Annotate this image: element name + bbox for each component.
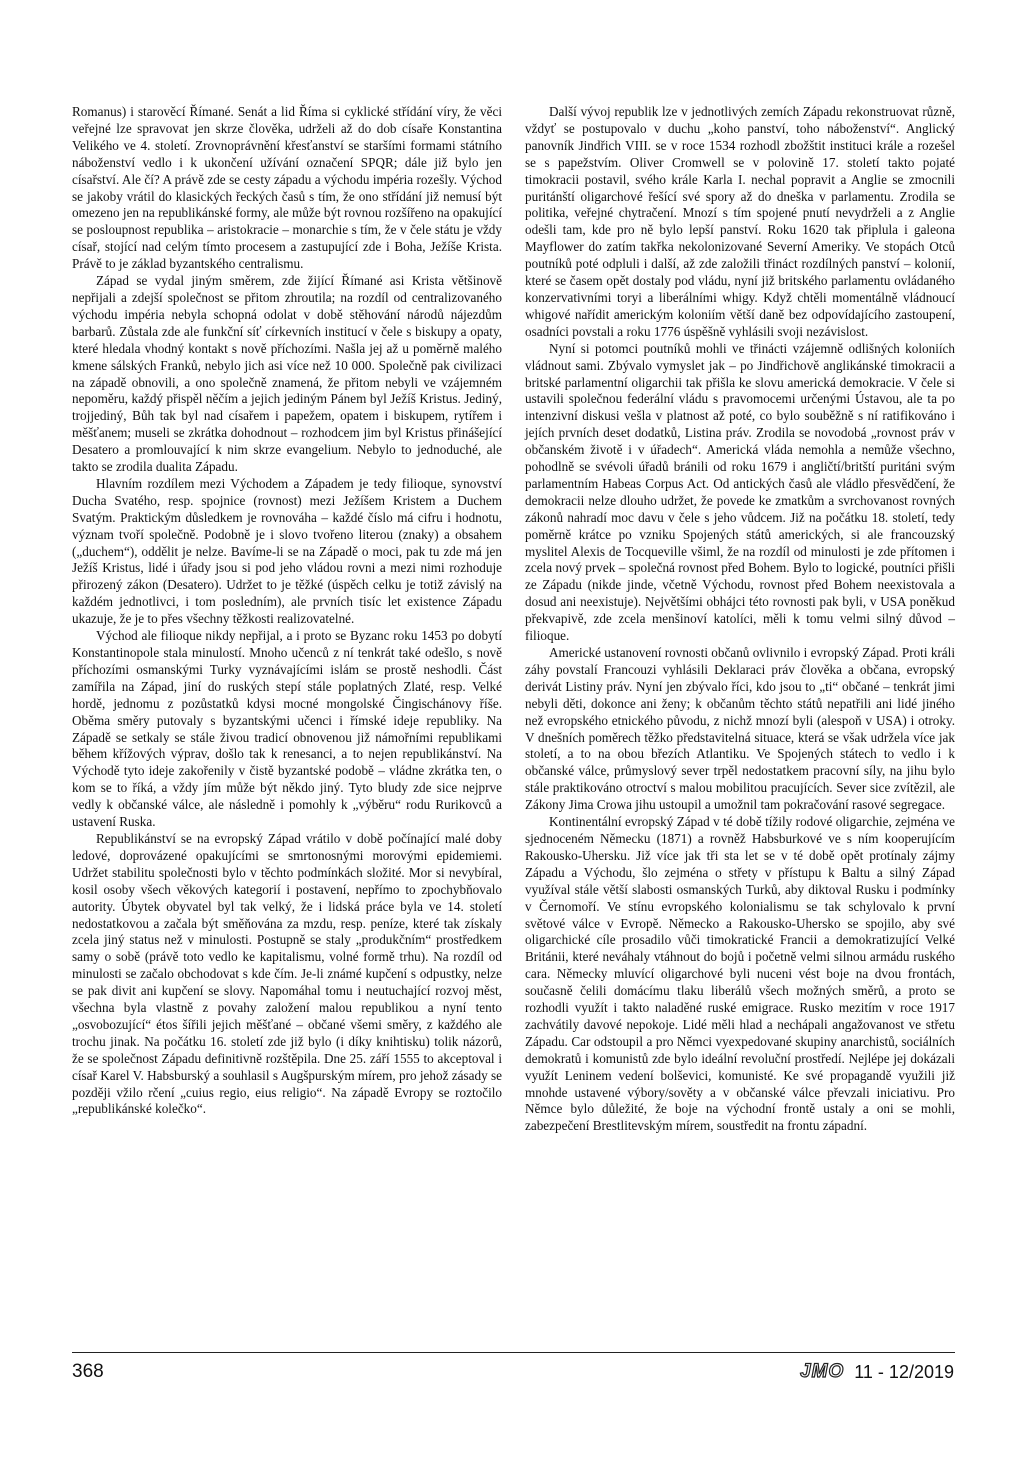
paragraph: Východ ale filioque nikdy nepřijal, a i proto se Byzanc roku 1453 po dobytí Konstantinopole stala minulostí. Mnoho učenců z ní tenkrát také odešlo, s nově příchozími osmanskými Turky vyznávajícími islám se prostě neshodli. Část zamířila na Západ, jiní do ruských stepí stále poplatných Zlaté, resp. Velké hordě, jednomu z pozůstatků kdysi mocné mongolské Čingischánovy říše. Oběma směry putovaly s byzantskými učenci i římské ideje republiky. Na Západě se setkaly se stále živou tradicí obnovenou již námořními republikami během křížových výprav, došlo tak k renesanci, a to nejen republikánství. Na Východě tyto ideje zakořenily v čistě byzantské podobě – vládne zkrátka ten, o kom se to říká, a vždy jím může být někdo jiný. Tyto bludy zde sice nejprve vedly k občanské válce, ale následně i pomohly k „výběru“ rodu Rurikovců a ustavení Ruska. [72, 628, 502, 830]
paragraph: Republikánství se na evropský Západ vrátilo v době počínající malé doby ledové, doprovázené opakujícími se smrtonosnými morovými epidemiemi. Udržet stabilitu společnosti bylo v těchto podmínkách složité. Mor si nevybíral, kosil osoby všech věkových kategorií i postavení, nepřímo to zpochybňovalo autority. Úbytek obyvatel byl tak velký, že i lidská práce byla ve 14. století nedostatkovou a začala být směňována za mzdu, resp. peníze, které tak získaly zcela jiný status než v minulosti. Postupně se staly „produkčním“ prostředkem samy o sobě (právě toto vedlo ke kapitalismu, volné formě trhu). Na rozdíl od minulosti se začalo obchodovat s kde čím. Je-li známé kupčení s odpustky, nelze se pak divit ani kupčení se slovy. Napomáhal tomu i neutuchající rozvoj měst, všechna byla vlastně z povahy založení malou republikou a nyní tento „osvobozující“ étos šířili jejich měšťané – občané všemi směry, z každého ale trochu jinak. Na počátku 16. století zde již bylo (i díky knihtisku) tolik názorů, že se společnost Západu definitivně rozštěpila. Dne 25. září 1555 to akceptoval i císař Karel V. Habsburský a souhlasil s Augšpurským mírem, pro jehož zásady se později vžilo rčení „cuius regio, eius religio“. Na západě Evropy se roztočilo „republikánské kolečko“. [72, 830, 502, 1117]
journal-logo: JMO [800, 1361, 845, 1382]
paragraph: Hlavním rozdílem mezi Východem a Západem je tedy filioque, synovství Ducha Svatého, resp. spojnice (rovnost) mezi Ježíšem Kristem a Duchem Svatým. Praktickým důsledkem je rovnováha – každé číslo má cifru i hodnotu, význam tvoří společně. Podobně je i slovo tvořeno literou (znaky) a obsahem („duchem“), oddělit je nelze. Bavíme-li se na Západě o moci, pak tu zde má jen Ježíš Kristus, lidé i úřady jsou si pod jeho vládou rovni a mezi nimi rozhoduje přirozený zákon (Desatero). Udržet to je těžké (úspěch celku je totiž závislý na každém jednotlivci, i tom posledním), ale prvních tisíc let existence Západu ukazuje, že je to přes všechny těžkosti realizovatelné. [72, 475, 502, 627]
page-number: 368 [72, 1361, 104, 1382]
paragraph: Další vývoj republik lze v jednotlivých zemích Západu rekonstruovat různě, vždyť se postupovalo v duchu „koho panství, toho náboženství“. Anglický panovník Jindřich VIII. se v roce 1534 rozhodl zbožštit instituci krále a rozešel se s papežstvím. Oliver Cromwell se v polovině 17. století takto pojaté timokracii postavil, svého krále Karla I. nechal popravit a Anglie se zmocnili puritánští oligarchové řešící své spory až do dneška v parlamentu. Zrodila se politika, veřejné chytračení. Mnozí s tím spojené pnutí nevydrželi a z Anglie odešli tam, kde pro ně bylo lepší panství. Roku 1620 tak připlula i galeona Mayflower do zatím takřka nekolonizované Severní Ameriky. Ve stopách Otců poutníků poté odpluli i další, až zde založili třináct rozdílných panství – kolonií, které se časem opět dostaly pod vládu, nyní již britského parlamentu ovládaného konzervativními toryi a liberálními whigy. Když chtěli momentálně vládnoucí whigové nařídit americkým koloniím větší daně bez odpovídajícího zastoupení, osadníci povstali a roku 1776 úspěšně vyhlásili svoji nezávislost. [525, 104, 955, 339]
footer-divider [72, 1352, 955, 1353]
paragraph: Americké ustanovení rovnosti občanů ovlivnilo i evropský Západ. Proti králi záhy povstalí Francouzi vyhlásili Deklaraci práv člověka a občana, evropský derivát Listiny práv. Nyní jen zbývalo říci, kdo jsou to „ti“ občané – tenkrát jimi nebyli děti, dokonce ani ženy; k občanům těchto států nepatřili ani lidé jiného než evropského etnického původu, z nichž mnozí byli (alespoň v USA) i otroky. V dnešních poměrech těžko představitelná situace, která se však udržela více jak století, a to na obou březích Atlantiku. Ve Spojených státech to vedlo i k občanské válce, průmyslový sever trpěl nedostatkem pracovní síly, na jihu bylo stále praktikováno otroctví s malou mobilitou pracujících. Sever sice zvítězil, ale Zákony Jima Crowa jihu ustoupil a umožnil tam pokračování rasové segregace. [525, 645, 955, 813]
footer-issue-info [800, 1360, 954, 1384]
paragraph: Západ se vydal jiným směrem, zde žijící Římané asi Krista většinově nepřijali a zdejší společnost se přitom zhroutila; na rozdíl od centralizovaného východu impéria nebyla schopná odolat v době stěhování národů nájezdům barbarů. Zůstala zde ale funkční síť církevních institucí v čele s biskupy a opaty, které hledala vhodný kontakt s nově příchozími. Našla jej až u poměrně malého kmene sálských Franků, nebylo jich asi více než 10 000. Společně pak civilizaci na západě obnovili, a ono společně znamená, že přitom nebyli ve vzájemném nepoměru, každý přispěl něčím a jejich jediným Pánem byl Ježíš Kristus. Jediný, trojjediný, Bůh tak byl nad císařem i papežem, opatem i biskupem, rytířem i měšťanem; museli se zkrátka dohodnout – rozhodcem jim byl Kristus přinášející Desatero a promlouvající k nim skrze evangelium. Nebylo to jednoduché, ale takto se zrodila dualita Západu. [72, 273, 502, 475]
paragraph: Kontinentální evropský Západ v té době tížily rodové oligarchie, zejména ve sjednoceném Německu (1871) a rovněž Habsburkové ve s ním kooperujícím Rakousko-Uhersku. Již více jak tři sta let se v té době opět protínaly zájmy Západu a Východu, šlo zejména o střety v přístupu k Baltu a silný Západ využíval stále větší slabosti osmanských Turků, aby diktoval Rusku i podmínky v Černomoří. Ve stínu evropského kolonialismu se tak schylovalo k první světové válce v Evropě. Německo a Rakousko-Uhersko se spojilo, aby své oligarchické cíle prosadilo vůči timokratické Francii a demokratizující Velké Británii, které neváhaly vtáhnout do bojů i početně velmi silnou armádu ruského cara. Německy mluvící oligarchové byli nuceni vést boje na dvou frontách, současně čelili domácímu tlaku liberálů všech možných směrů, a proto se rozhodli využít i takto naladěné ruské emigrace. Rusko mezitím v roce 1917 zachvátily davové nepokoje. Lidé měli hlad a nechápali angažovanost ve střetu Západu. Car odstoupil a pro Němci vyexpedované skupiny anarchistů, sociálních demokratů i komunistů zde bylo ideální revoluční prostředí. Nejlépe jej dokázali využít Leninem vedení bolševici, komunisté. Ke své propagandě využili již mnohde ustavené výbory/sověty a v občanské válce převzali iniciativu. Pro Němce bylo důležité, že boje na východní frontě ustaly a oni se mohli, zabezpečení Brestlitevským mírem, soustředit na frontu západní. [525, 814, 955, 1134]
article-column-left [72, 104, 502, 1118]
article-column-right [525, 104, 955, 1135]
issue-label: 11 - 12/2019 [854, 1362, 954, 1382]
paragraph: Romanus) i starověcí Římané. Senát a lid Říma si cyklické střídání víry, že věci veřejné lze spravovat jen skrze člověka, udrželi až do dob císaře Konstantina Velikého ve 4. století. Zrovnoprávnění křesťanství se staršími formami státního náboženství vedlo i k ukončení užívání označení SPQR; dále již bylo jen císařství. Ale čí? A právě zde se cesty západu a východu impéria rozešly. Východ se jakoby vrátil do klasických řeckých časů s tím, že ono střídání již nemusí být omezeno jen na republikánské formy, ale může být rovnou rozšířeno na opakující se posloupnost republika – aristokracie – monarchie s tím, že v čele státu je vždy císař, stojící nad celým tímto procesem a zastupující zde i Boha, Ježíše Krista. Právě to je základ byzantského centralismu. [72, 104, 502, 272]
paragraph: Nyní si potomci poutníků mohli ve třinácti vzájemně odlišných koloniích vládnout sami. Zbývalo vymyslet jak – po Jindřichově anglikánské timokracii a britské parlamentní oligarchii tak přišla ke slovu americká demokracie. V čele si ustavili společnou federální vládu s pravomocemi určenými Ústavou, ale ta po intenzivní diskusi vešla v platnost až poté, co bylo souběžně s ní ratifikováno i jejích prvních deset dodatků, Listina práv. Zrodila se novodobá „rovnost práv v občanském životě i v úřadech“. Americká vláda nemohla a nemůže všechno, pohodlně se svévoli úřadů bránili od roku 1679 i angličtí/britští puritáni svým parlamentním Habeas Corpus Act. Od antických časů ale vládlo přesvědčení, že demokracii nelze dlouho udržet, že povede ke zmatkům a svrchovanost rovných zákonů nahradí moc davu v čele s jeho vůdcem. Již na počátku 18. století, tedy poměrně krátce po vzniku Spojených států amerických, si ale francouzský myslitel Alexis de Tocqueville všiml, že na rozdíl od minulosti je zde přítomen i zcela nový prvek – společná rovnost před Bohem. Bylo to logické, poutníci přišli ze Západu (nikde jinde, včetně Východu, rovnost před Bohem neexistovala a dosud ani neexistuje). Největšími obhájci této rovnosti pak byli, v USA poněkud překvapivě, zde zcela menšinoví katolíci, měli k tomu velmi silný důvod – filioque. [525, 340, 955, 644]
